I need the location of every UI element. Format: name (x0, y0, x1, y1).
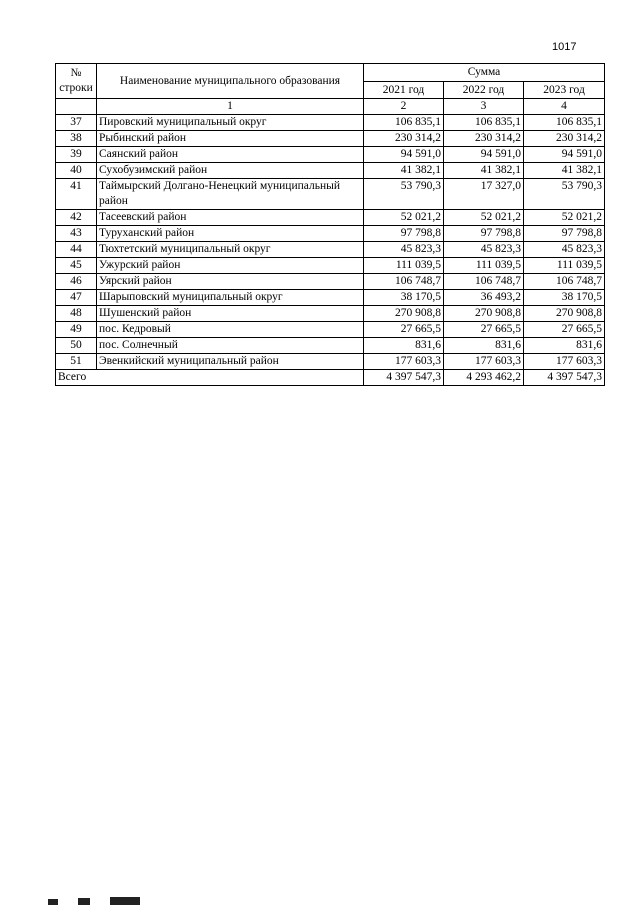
municipality-name: Ужурский район (97, 258, 364, 274)
municipality-name: Саянский район (97, 147, 364, 163)
value-2023: 45 823,3 (524, 242, 605, 258)
value-2023: 27 665,5 (524, 322, 605, 338)
municipality-name: Туруханский район (97, 226, 364, 242)
header-year-2021: 2021 год (364, 82, 444, 99)
value-2021: 106 835,1 (364, 115, 444, 131)
value-2021: 106 748,7 (364, 274, 444, 290)
value-2021: 27 665,5 (364, 322, 444, 338)
total-label: Всего (56, 370, 364, 386)
row-number: 39 (56, 147, 97, 163)
value-2022: 177 603,3 (444, 354, 524, 370)
municipality-name: Шарыповский муниципальный округ (97, 290, 364, 306)
total-row (56, 370, 605, 386)
header-col-number-3: 3 (444, 99, 524, 115)
value-2023: 831,6 (524, 338, 605, 354)
total-2022: 4 293 462,2 (444, 370, 524, 386)
header-col-number-empty (56, 99, 97, 115)
value-2021: 230 314,2 (364, 131, 444, 147)
header-year-2023: 2023 год (524, 82, 605, 99)
header-sum: Сумма (364, 64, 605, 82)
value-2022: 97 798,8 (444, 226, 524, 242)
value-2023: 270 908,8 (524, 306, 605, 322)
value-2022: 111 039,5 (444, 258, 524, 274)
table-row (56, 147, 605, 163)
value-2023: 94 591,0 (524, 147, 605, 163)
table-row (56, 131, 605, 147)
municipality-name: Уярский район (97, 274, 364, 290)
value-2021: 177 603,3 (364, 354, 444, 370)
municipal-sums-table (55, 63, 605, 386)
municipality-name: Рыбинский район (97, 131, 364, 147)
value-2023: 106 748,7 (524, 274, 605, 290)
municipality-name: Эвенкийский муниципальный район (97, 354, 364, 370)
row-number: 47 (56, 290, 97, 306)
value-2022: 27 665,5 (444, 322, 524, 338)
table-row (56, 179, 605, 210)
row-number: 40 (56, 163, 97, 179)
value-2022: 94 591,0 (444, 147, 524, 163)
header-col-number-2: 2 (364, 99, 444, 115)
value-2023: 177 603,3 (524, 354, 605, 370)
municipality-name: Пировский муниципальный округ (97, 115, 364, 131)
value-2023: 111 039,5 (524, 258, 605, 274)
header-municipality-name: Наименование муниципального образования (97, 64, 364, 99)
value-2021: 38 170,5 (364, 290, 444, 306)
municipality-name: Шушенский район (97, 306, 364, 322)
row-number: 41 (56, 179, 97, 210)
value-2023: 53 790,3 (524, 179, 605, 210)
row-number: 43 (56, 226, 97, 242)
row-number: 46 (56, 274, 97, 290)
value-2021: 45 823,3 (364, 242, 444, 258)
table-row (56, 306, 605, 322)
table-row (56, 322, 605, 338)
value-2022: 45 823,3 (444, 242, 524, 258)
page-number: 1017 (552, 41, 577, 53)
row-number: 48 (56, 306, 97, 322)
table-row (56, 115, 605, 131)
value-2022: 52 021,2 (444, 210, 524, 226)
row-number: 42 (56, 210, 97, 226)
municipality-name: пос. Кедровый (97, 322, 364, 338)
value-2022: 831,6 (444, 338, 524, 354)
total-2023: 4 397 547,3 (524, 370, 605, 386)
value-2023: 52 021,2 (524, 210, 605, 226)
row-number: 38 (56, 131, 97, 147)
table-row (56, 338, 605, 354)
row-number: 37 (56, 115, 97, 131)
value-2021: 41 382,1 (364, 163, 444, 179)
value-2021: 831,6 (364, 338, 444, 354)
value-2021: 97 798,8 (364, 226, 444, 242)
value-2021: 52 021,2 (364, 210, 444, 226)
value-2023: 106 835,1 (524, 115, 605, 131)
row-number: 49 (56, 322, 97, 338)
value-2022: 106 748,7 (444, 274, 524, 290)
table-row (56, 242, 605, 258)
table-row (56, 163, 605, 179)
row-number: 51 (56, 354, 97, 370)
value-2022: 270 908,8 (444, 306, 524, 322)
scan-edge-marks (40, 895, 160, 905)
municipality-name: пос. Солнечный (97, 338, 364, 354)
value-2022: 230 314,2 (444, 131, 524, 147)
value-2021: 53 790,3 (364, 179, 444, 210)
municipality-name: Сухобузимский район (97, 163, 364, 179)
table-row (56, 210, 605, 226)
header-col-number-1: 1 (97, 99, 364, 115)
table-row (56, 258, 605, 274)
table-row (56, 290, 605, 306)
total-2021: 4 397 547,3 (364, 370, 444, 386)
value-2023: 230 314,2 (524, 131, 605, 147)
value-2022: 17 327,0 (444, 179, 524, 210)
header-row-number: № строки (56, 64, 97, 99)
header-year-2022: 2022 год (444, 82, 524, 99)
value-2022: 106 835,1 (444, 115, 524, 131)
table-row (56, 226, 605, 242)
value-2023: 38 170,5 (524, 290, 605, 306)
table-row (56, 274, 605, 290)
table-row (56, 354, 605, 370)
value-2021: 270 908,8 (364, 306, 444, 322)
municipality-name: Таймырский Долгано-Ненецкий муниципальный район (97, 179, 364, 210)
row-number: 50 (56, 338, 97, 354)
value-2021: 111 039,5 (364, 258, 444, 274)
value-2023: 97 798,8 (524, 226, 605, 242)
header-col-number-4: 4 (524, 99, 605, 115)
value-2022: 36 493,2 (444, 290, 524, 306)
row-number: 44 (56, 242, 97, 258)
value-2023: 41 382,1 (524, 163, 605, 179)
value-2022: 41 382,1 (444, 163, 524, 179)
value-2021: 94 591,0 (364, 147, 444, 163)
row-number: 45 (56, 258, 97, 274)
municipality-name: Тасеевский район (97, 210, 364, 226)
municipality-name: Тюхтетский муниципальный округ (97, 242, 364, 258)
